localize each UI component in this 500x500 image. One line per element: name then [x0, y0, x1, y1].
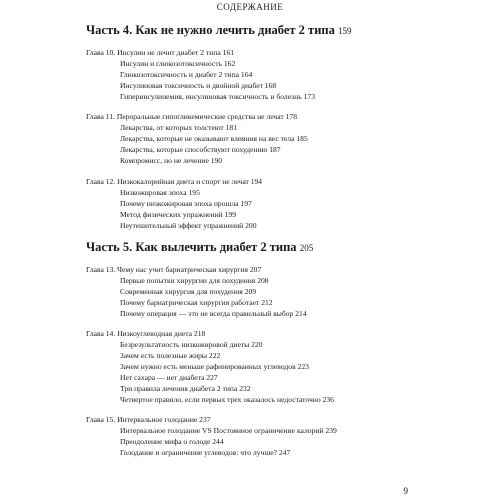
- page-number: 9: [403, 486, 408, 496]
- toc-item: Лекарства, которые способствуют похудению 187: [120, 145, 281, 154]
- toc-item: Лекарства, которые не оказывают влияния на вес тела 185: [120, 134, 308, 143]
- toc-item: Почему бариатрическая хирургия работает 212: [120, 298, 273, 307]
- chapter-13-title: Глава 13. Чему нас учит бариатрическая хирургия 207: [86, 265, 262, 274]
- toc-item: Инсулин и глюкозотоксичность 162: [120, 59, 236, 68]
- toc-item: Зачем есть полезные жиры 222: [120, 351, 221, 360]
- toc-item: Инсулиновая токсичность и двойной диабет 168: [120, 81, 277, 90]
- toc-item: Нет сахара — нет диабета 227: [120, 373, 218, 382]
- chapter-14-title: Глава 14. Низкоуглеводная диета 218: [86, 329, 206, 338]
- toc-item: Первые попытки хирургии для похудения 208: [120, 276, 269, 285]
- part-title: Часть 5. Как вылечить диабет 2 типа: [86, 240, 297, 254]
- toc-item: Современная хирургия для похудения 209: [120, 287, 257, 296]
- chapter-12-title: Глава 12. Низкокалорийная диета и спорт не лечат 194: [86, 177, 263, 186]
- toc-item: Преодоление мифа о голоде 244: [120, 437, 224, 446]
- part-5-heading: [86, 240, 313, 255]
- part-page: 205: [299, 243, 314, 253]
- chapter-10-title: Глава 10. Инсулин не лечит диабет 2 типа 161: [86, 48, 235, 57]
- toc-item: Гиперинсулинемия, инсулиновая токсичность и болезнь 173: [120, 92, 315, 101]
- toc-item: Интервальное голодание VS Постоянное ограничение калорий 239: [120, 426, 337, 435]
- toc-item: Глюкозотоксичность и диабет 2 типа 164: [120, 70, 253, 79]
- toc-item: Безрезультатность низкожировой диеты 220: [120, 340, 263, 349]
- toc-item: Лекарства, от которых толстеют 181: [120, 123, 238, 132]
- toc-item: Почему операция — это не всегда правильный выбор 214: [120, 309, 307, 318]
- toc-item: Четвертое правило, если первых трех оказалось недостаточно 236: [120, 395, 334, 404]
- chapter-15-title: Глава 15. Интервальное голодание 237: [86, 415, 211, 424]
- toc-item: Почему низкожировая эпоха прошла 197: [120, 199, 252, 208]
- toc-item: Три правила лечения диабета 2 типа 232: [120, 384, 251, 393]
- toc-item: Низкожировая эпоха 195: [120, 188, 200, 197]
- part-page: 159: [337, 26, 352, 36]
- toc-item: Неутешительный эффект упражнений 200: [120, 221, 257, 230]
- toc-item: Зачем нужно есть меньше рафинированных углеводов 223: [120, 362, 309, 371]
- toc-item: Метод физических упражнений 199: [120, 210, 237, 219]
- toc-item: Компромисс, но не лечение 190: [120, 156, 223, 165]
- part-4-heading: [86, 23, 351, 38]
- part-title: Часть 4. Как не нужно лечить диабет 2 типа: [86, 23, 335, 37]
- running-header: СОДЕРЖАНИЕ: [216, 2, 284, 12]
- chapter-11-title: Глава 11. Пероральные гипогликемические средства не лечат 178: [86, 112, 297, 121]
- toc-item: Голодание и ограничение углеводов: что лучше? 247: [120, 448, 291, 457]
